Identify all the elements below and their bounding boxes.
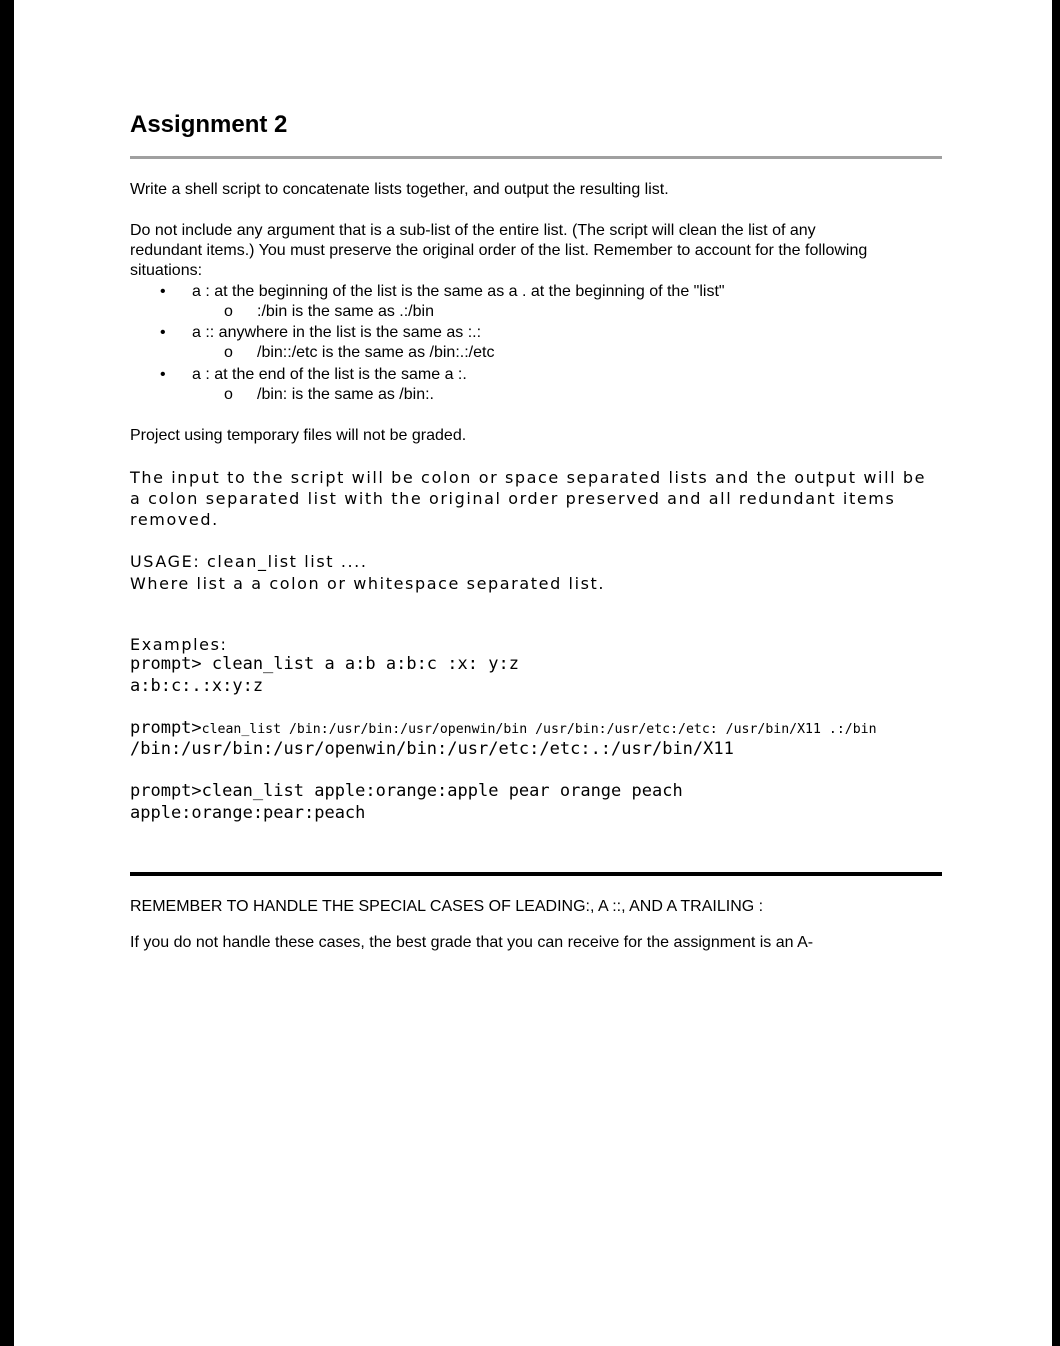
bullet-marker: • <box>160 283 166 300</box>
sub-bullet-marker: o <box>224 386 233 403</box>
input-description-line-1: The input to the script will be colon or space separated lists and the output will be <box>130 468 927 487</box>
examples-heading: Examples: <box>130 635 228 654</box>
instructions-paragraph <box>130 221 942 281</box>
example-3-output: apple:orange:pear:peach <box>130 803 366 823</box>
input-description-line-3: removed. <box>130 510 219 529</box>
example-1-command: prompt> clean_list a a:b a:b:c :x: y:z <box>130 654 519 674</box>
bullet-marker: • <box>160 366 166 383</box>
bullet-item-text: a :: anywhere in the list is the same as :.: <box>192 324 482 341</box>
reminder-text: REMEMBER TO HANDLE THE SPECIAL CASES OF LEADING:, A ::, AND A TRAILING : <box>130 898 764 915</box>
section-divider <box>130 872 942 876</box>
instructions-line-3: situations: <box>130 262 203 279</box>
example-2-arguments: clean_list /bin:/usr/bin:/usr/openwin/bin /usr/bin:/usr/etc:/etc: /usr/bin/X11 .:/bin <box>201 722 877 737</box>
bullet-item-text: a : at the end of the list is the same a :. <box>192 366 467 383</box>
title-divider <box>130 156 942 159</box>
usage-description: Where list a a colon or whitespace separated list. <box>130 574 606 593</box>
usage-block <box>130 551 605 595</box>
sub-bullet-text: :/bin is the same as .:/bin <box>257 303 434 320</box>
example-1-output: a:b:c:.:x:y:z <box>130 676 264 696</box>
intro-text: Write a shell script to concatenate lists together, and output the resulting list. <box>130 181 669 198</box>
example-3-command: prompt>clean_list apple:orange:apple pear orange peach <box>130 781 683 801</box>
temp-files-note: Project using temporary files will not be graded. <box>130 427 467 444</box>
sub-bullet-marker: o <box>224 344 233 361</box>
example-2-output: /bin:/usr/bin:/usr/openwin/bin:/usr/etc:/etc:.:/usr/bin/X11 <box>130 739 734 759</box>
document-page <box>14 0 1052 1346</box>
sub-bullet-marker: o <box>224 303 233 320</box>
bullet-item-text: a : at the beginning of the list is the same as a . at the beginning of the "list" <box>192 283 725 300</box>
input-description <box>130 467 926 530</box>
example-2-prompt: prompt> <box>130 718 202 738</box>
sub-bullet-text: /bin::/etc is the same as /bin:.:/etc <box>257 344 495 361</box>
bullet-marker: • <box>160 324 166 341</box>
grade-note: If you do not handle these cases, the best grade that you can receive for the assignment is an A- <box>130 934 814 951</box>
sub-bullet-text: /bin: is the same as /bin:. <box>257 386 434 403</box>
page-title: Assignment 2 <box>130 111 288 138</box>
input-description-line-2: a colon separated list with the original order preserved and all redundant items <box>130 489 896 508</box>
instructions-line-1: Do not include any argument that is a sub-list of the entire list. (The script will clean the list of any <box>130 222 816 239</box>
instructions-line-2: redundant items.) You must preserve the original order of the list. Remember to account for the following <box>130 242 868 259</box>
usage-line: USAGE: clean_list list .... <box>130 552 368 571</box>
